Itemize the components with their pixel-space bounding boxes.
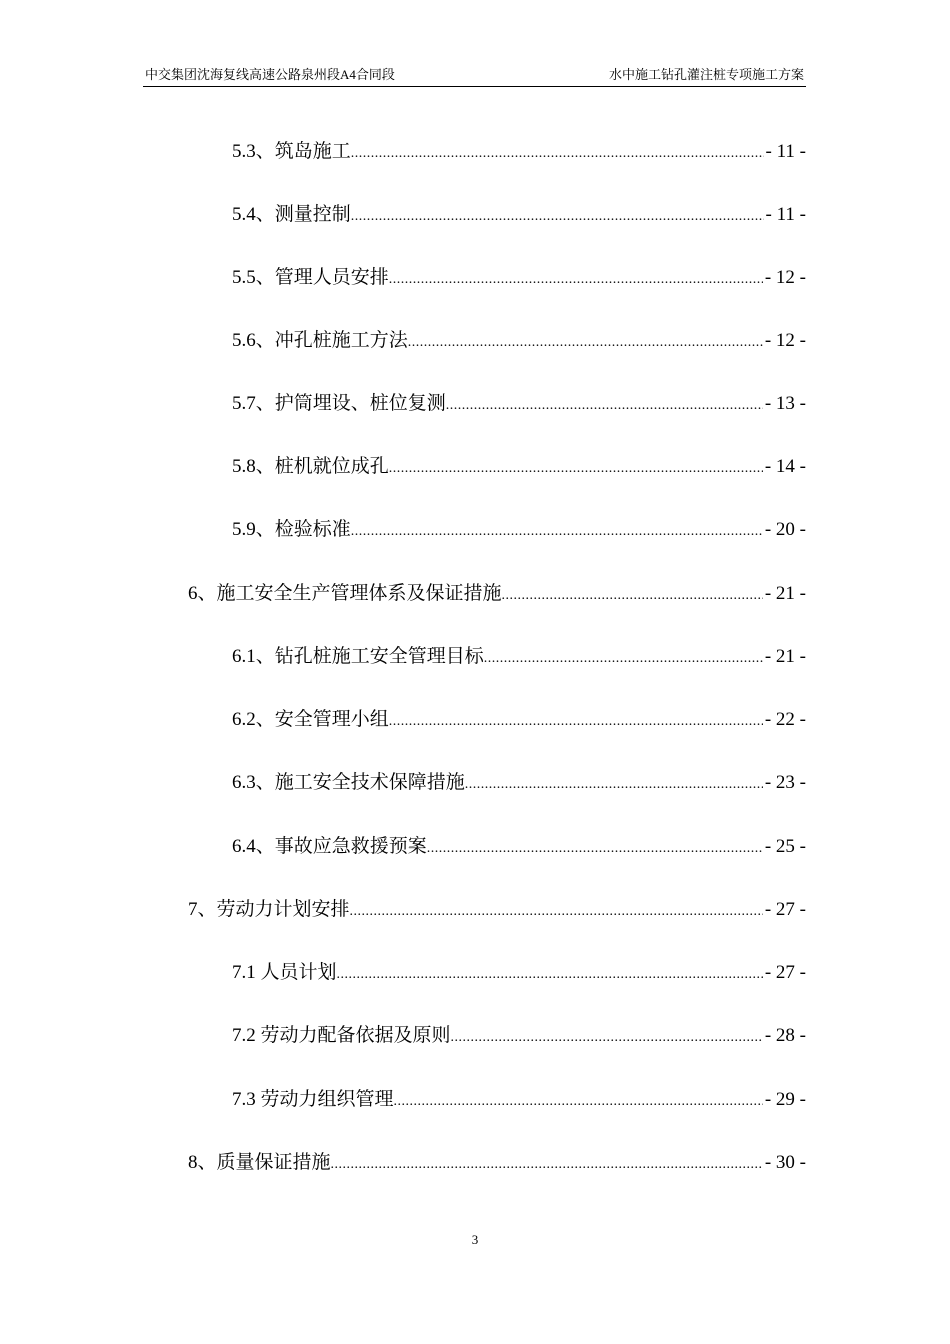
toc-entry-title: 5.8、桩机就位成孔 [232, 456, 389, 477]
toc-entry-page: - 11 - [765, 204, 806, 225]
toc-entry-page: - 12 - [764, 267, 806, 288]
toc-entry[interactable] [232, 769, 806, 797]
toc-entry[interactable] [232, 516, 806, 544]
toc-dot-leader [351, 140, 764, 168]
toc-entry-title: 7、劳动力计划安排 [188, 899, 350, 920]
toc-dot-leader [484, 645, 763, 673]
toc-entry-title: 7.3 劳动力组织管理 [232, 1089, 394, 1110]
toc-dot-leader [350, 898, 763, 926]
toc-entry-page: - 27 - [764, 899, 806, 920]
toc-entry[interactable] [188, 1149, 806, 1177]
toc-dot-leader [465, 771, 763, 799]
toc-entry[interactable] [232, 706, 806, 734]
toc-entry[interactable] [232, 453, 806, 481]
toc-entry[interactable] [232, 1022, 806, 1050]
toc-entry-title: 6.3、施工安全技术保障措施 [232, 772, 465, 793]
toc-entry-page: - 14 - [764, 456, 806, 477]
toc-dot-leader [389, 708, 763, 736]
toc-dot-leader [331, 1151, 763, 1179]
toc-entry[interactable] [232, 833, 806, 861]
toc-entry-title: 6.2、安全管理小组 [232, 709, 389, 730]
toc-dot-leader [389, 455, 763, 483]
toc-entry[interactable] [188, 896, 806, 924]
toc-entry-title: 7.1 人员计划 [232, 962, 337, 983]
toc-entry-title: 6.4、事故应急救援预案 [232, 836, 427, 857]
toc-entry-page: - 28 - [764, 1025, 806, 1046]
toc-dot-leader [351, 518, 763, 546]
header-document-title: 水中施工钻孔灌注桩专项施工方案 [608, 67, 804, 82]
toc-dot-leader [337, 961, 763, 989]
toc-entry-page: - 21 - [764, 646, 806, 667]
page-number: 3 [471, 1232, 479, 1247]
toc-entry-title: 8、质量保证措施 [188, 1152, 331, 1173]
toc-entry-title: 7.2 劳动力配备依据及原则 [232, 1025, 451, 1046]
toc-entry-title: 5.3、筑岛施工 [232, 141, 351, 162]
toc-entry-page: - 29 - [764, 1089, 806, 1110]
toc-dot-leader [446, 392, 763, 420]
toc-entry-page: - 12 - [764, 330, 806, 351]
toc-entry-page: - 25 - [764, 836, 806, 857]
toc-entry-page: - 20 - [764, 519, 806, 540]
toc-entry-title: 5.6、冲孔桩施工方法 [232, 330, 408, 351]
toc-entry[interactable] [232, 327, 806, 355]
toc-entry[interactable] [232, 959, 806, 987]
toc-dot-leader [427, 835, 763, 863]
toc-dot-leader [408, 329, 763, 357]
toc-entry-page: - 11 - [765, 141, 806, 162]
toc-entry-page: - 22 - [764, 709, 806, 730]
toc-entry[interactable] [232, 390, 806, 418]
toc-entry[interactable] [188, 580, 806, 608]
toc-dot-leader [502, 582, 763, 610]
toc-entry-page: - 13 - [764, 393, 806, 414]
toc-entry-page: - 30 - [764, 1152, 806, 1173]
toc-entry-title: 5.4、测量控制 [232, 204, 351, 225]
toc-dot-leader [451, 1024, 763, 1052]
toc-entry-page: - 23 - [764, 772, 806, 793]
toc-dot-leader [389, 266, 763, 294]
toc-dot-leader [351, 203, 764, 231]
toc-entry-title: 6、施工安全生产管理体系及保证措施 [188, 583, 502, 604]
toc-entry[interactable] [232, 138, 806, 166]
toc-entry-title: 5.7、护筒埋设、桩位复测 [232, 393, 446, 414]
toc-entry-page: - 27 - [764, 962, 806, 983]
toc-entry[interactable] [232, 201, 806, 229]
toc-entry-title: 6.1、钻孔桩施工安全管理目标 [232, 646, 484, 667]
header-project-name: 中交集团沈海复线高速公路泉州段A4合同段 [145, 67, 395, 82]
toc-entry[interactable] [232, 643, 806, 671]
toc-dot-leader [394, 1088, 763, 1116]
toc-entry[interactable] [232, 1086, 806, 1114]
toc-entry-title: 5.5、管理人员安排 [232, 267, 389, 288]
toc-entry-page: - 21 - [764, 583, 806, 604]
toc-entry[interactable] [232, 264, 806, 292]
toc-entry-title: 5.9、检验标准 [232, 519, 351, 540]
